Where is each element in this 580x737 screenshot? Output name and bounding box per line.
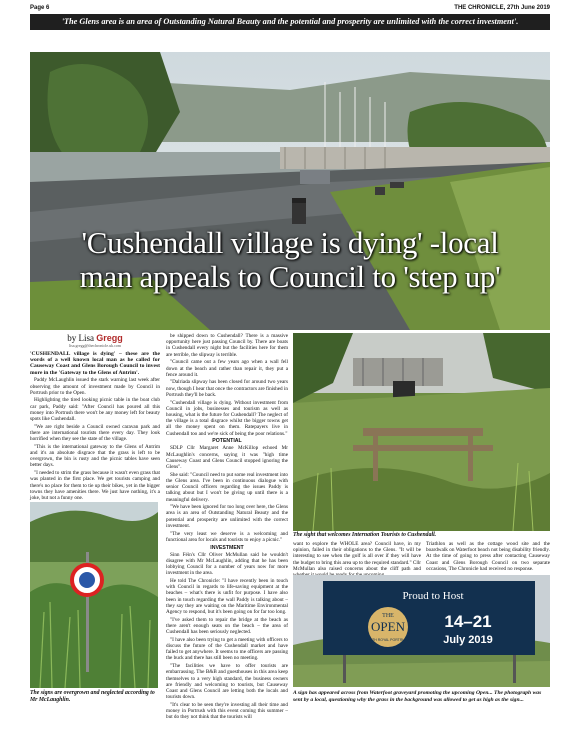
- page-number: Page 6: [30, 5, 50, 11]
- headline-line-2: man appeals to Council to 'step up': [79, 259, 501, 294]
- paragraph: Paddy McLaughlin issued the stark warning last week after observing the amount of investment made by Council in Portrush prior to the Open.: [30, 377, 160, 396]
- pull-quote-banner: 'The Glens area is an area of Outstanding Natural Beauty and the potential and prosperity are unlimited with the correct investment'.: [30, 14, 550, 30]
- headline: [30, 226, 550, 294]
- article-column-4: Triathlon as well as the cottage wood site and the boardwalk on Waterfoot beach not being disability friendly. At the time of going to press after contacting Causeway Coast and Glens Borough Council on two separate occasions, The Chronicle had received no response.: [426, 541, 550, 572]
- article-lead: 'CUSHENDALL village is dying' – these are the words of a well known local man as he called for Causeway Coast and Glens Borough Council to invest more in the 'Gateway to the Glens of Antrim'.: [30, 351, 160, 376]
- subheading-potential: POTENTIAL: [212, 438, 242, 445]
- article-column-3: want to explore the WHOLE area? Council have, in my opinion, failed in their obligations to the Glens. "It will be interesting to see when the golf is all over if they will have the budget to bring this area up to the required standard." Cllr McMullan also raised concerns about the cliff path and: [293, 541, 421, 572]
- billboard-sub: 148TH ROYAL PORTRUSH: [366, 638, 410, 642]
- open-billboard-photo: [293, 575, 550, 687]
- article-column-1: [30, 351, 160, 501]
- paragraph: "Council came out a few years ago when a wall fell down at the beach and rather than repair it, they put a fence around it.: [166, 359, 288, 378]
- paragraph: She said: "Council need to put some real investment into the Glens area. I've been in continuous dialogue with senior Council officers regarding the issues Paddy is talking about but I won't be giving up until there is a meaningful delivery.: [166, 471, 288, 503]
- headline-line-1: 'Cushendall village is dying' -local: [81, 225, 499, 260]
- paragraph: "I have also been trying to get a meeting with officers to discuss the future of the Cushendall market and have failed to get anywhere. It seems to me officers are passing the buck and there has still been no meeting.: [166, 636, 288, 662]
- billboard-photo-caption: A sign has appeared across from Waterfoot graveyard promoting the upcoming Open... The photograph was sent by a local, questioning why the grass in the background was allowed to get as high as the sign...: [293, 690, 542, 703]
- paragraph: "The facilities we have to offer tourists are embarrassing. The B&B and guesthouses in this area keep themselves to a very high standard, the business owners are friendly and welcoming to tourists, but Causeway Coast and Glens Council are letting both the locals and tourists down.: [166, 663, 288, 701]
- paragraph: "I've asked them to repair the bridge at the beach as there aren't enough seats on the beach – the area of Cushendall has been seriously neglected.: [166, 616, 288, 636]
- paragraph: "It's clear to be seen they're investing all their time and money in Portrush with this event coming this summer – but do they not think that the tourists will: [166, 701, 288, 721]
- page-header: [30, 3, 550, 13]
- paragraph: "We are right beside a Council owned caravan park and there are international tourists there every day. They look horrified when they see the state of the village.: [30, 423, 160, 443]
- article-column-2: [166, 333, 288, 728]
- byline-by: by Lisa: [67, 333, 94, 343]
- paragraph: "This is the international gateway to the Glens of Antrim and it's an absolute disgrace that the grass is left to be overgrown, the bin is rusty and the picnic tables have seen better days.: [30, 443, 160, 469]
- paragraph: Sinn Féin's Cllr Oliver McMullan said he wouldn't disagree with Mr McLaughlin, adding that he has been lobbying Council for a number of years now for more investment in the area.: [166, 551, 288, 577]
- paragraph: "I needed to strim the grass because it wasn't even grass that was planted in the first place. We get tourists camping and there's no place for them to tie up their bikes, yet in the bigger towns they have amenities there. We just have nothing, it's a joke, but not a funny one.: [30, 470, 160, 501]
- paragraph: be shipped down to Cushendall? There is a massive opportunity here just passing Council by. There are boats in Cushendall every night but the facilities here for them are terrible, the slipway is terrible.: [166, 333, 288, 358]
- subheading-investment: INVESTMENT: [210, 544, 244, 551]
- overgrown-signs-photo: [30, 502, 158, 688]
- byline-author: [30, 333, 160, 343]
- signs-photo-caption: The signs are overgrown and neglected according to Mr McLaughlin.: [30, 690, 155, 703]
- picnic-photo-caption: The sight that welcomes Internation Tourists to Cushendall.: [293, 532, 437, 538]
- billboard-dates: 14–21: [444, 612, 492, 631]
- paragraph: "Dalriada slipway has been closed for around two years now, though I hear that once the contractors are finished in Portrush they'll be back.: [166, 379, 288, 398]
- paragraph: "We have been ignored for too long over here, the Glens area is an area of Outstanding Natural Beauty and the potential and prosperity are unlimited with the correct investment.: [166, 504, 288, 529]
- billboard-proud: Proud to Host: [402, 590, 464, 602]
- billboard-open: OPEN: [371, 619, 405, 634]
- billboard-the: THE: [382, 613, 394, 619]
- byline: [30, 333, 160, 351]
- paragraph: Highlighting the tired looking picnic table in the boat club car park, Paddy said: "After Council has poured all this money into Portrush there won't be any money left for beauty spots like Cushendall.: [30, 397, 160, 423]
- paragraph: "The very least we deserve is a welcoming and functional area for locals and tourists to enjoy a picnic.": [166, 530, 288, 543]
- billboard-month: July 2019: [443, 634, 493, 646]
- paragraph: He told The Chronicle: "I have recently been in touch with Council in regards to life-saving equipment at the beaches – what's there is unfit for purpose. I have also been in touch regarding the wall Paddy is talking about – they say they are waiting on the Maritime Environmental Agency to respond, but it's been going on for far too long.: [166, 578, 288, 616]
- picnic-area-photo: [293, 333, 550, 531]
- paragraph: "Cushendall village is dying. Without investment from Council in jobs, businesses and tourism as well as housing, what is the future for Cushendall? The neglect of the village is a total disgrace whilst the bigger towns get all the money spent on them. Ratepayers live in Cushendall too and we're sick of being the poor relations.": [166, 399, 288, 437]
- paper-date: THE CHRONICLE, 27th June 2019: [454, 5, 550, 11]
- byline-name: Gregg: [96, 333, 123, 343]
- byline-email[interactable]: lisa.gregg@thechronicle.uk.com: [69, 343, 121, 348]
- paragraph: SDLP Cllr Margaret Anne McKillop echoed Mr McLaughlin's concerns, saying it was "high time Causeway Coast and Glens Council stopped ignoring the Glens".: [166, 445, 288, 471]
